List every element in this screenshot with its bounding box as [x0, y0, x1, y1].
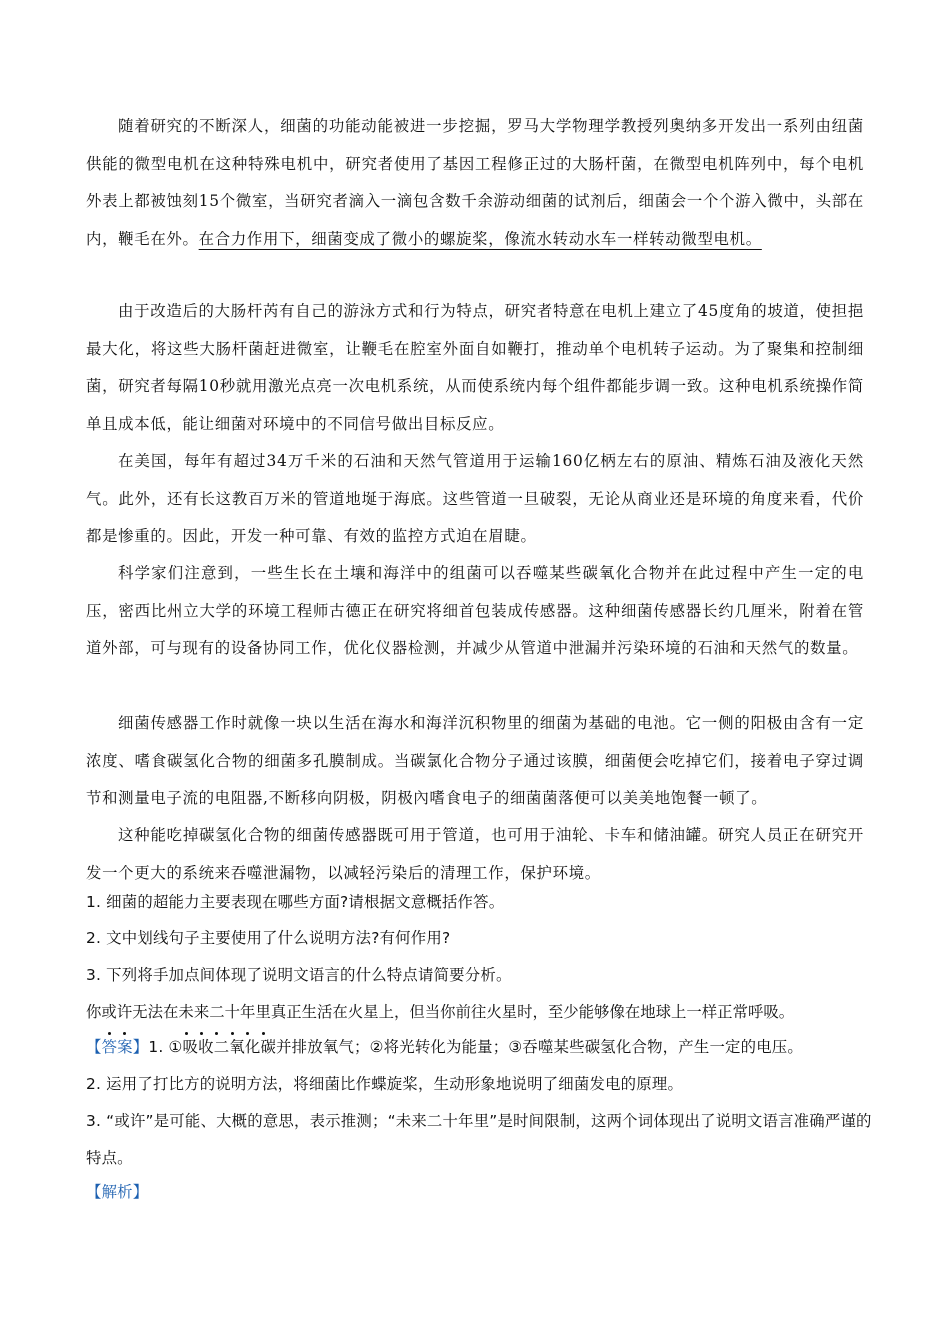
- sentence-part-c: 真正生活在火星上，但当你前往火星时，至少能够像在地球上一样正常呼吸。: [270, 1003, 795, 1021]
- passage-paragraph-4: 科学家们注意到，一些生长在土壤和海洋中的组菌可以吞噬某些碳氧化合物并在此过程中产生一定的电压，密西比州立大学的环境工程师古德正在研究将细首包装成传感器。这种细菌传感器长约几厘米，附着在管道外部，可与现有的设备协同工作，优化仪器检测，并减少从管道中泄漏并污染环境的石油和天然气的数量。: [86, 564, 864, 658]
- emphasis-char: 或: [101, 994, 116, 1030]
- paragraph-1-text: 随着研究的不断深人，细菌的功能动能被进一步挖掘，罗马大学物理学教授列奥纳多开发出一系列由纽菌供能的微型电机在这种特殊电机中，研究者使用了基因工程修正过的大肠杆菌，在微型电机阵列中，每个电机外表上都被蚀刻15个微室，当研究者滴入一滴包含数千余游动细菌的试剂后，细菌会一个个游入微中，头部在内，鞭毛在外。: [86, 117, 864, 248]
- question-3: 3. 下列将手加点间体现了说明文语言的什么特点请简要分析。: [86, 966, 512, 984]
- emphasis-char: 十: [225, 994, 240, 1030]
- answer-1: [86, 1029, 876, 1065]
- emphasis-char: 年: [240, 994, 255, 1030]
- passage-paragraph-1: [86, 108, 864, 258]
- sentence-part-a: 你: [86, 1003, 102, 1021]
- analysis-tag: 【解析】: [86, 1183, 149, 1201]
- dotted-word-1: [101, 1003, 132, 1021]
- emphasis-char: 里: [255, 994, 270, 1030]
- answer-tag: 【答案】: [86, 1038, 149, 1056]
- emphasis-char: 来: [194, 994, 209, 1030]
- passage-paragraph-6: 这种能吃掉碳氢化合物的细菌传感器既可用于管道，也可用于油轮、卡车和储油罐。研究人员正在研究开发一个更大的系统来吞噬泄漏物，以减轻污染后的清理工作，保护环境。: [86, 826, 864, 882]
- dotted-word-2: [178, 1003, 270, 1021]
- answer-2: 2. 运用了打比方的说明方法，将细菌比作蝶旋桨，生动形象地说明了细菌发电的原理。: [86, 1075, 684, 1093]
- underlined-sentence: 在合力作用下，细菌变成了微小的螺旋桨，像流水转动水车一样转动微型电机。: [198, 229, 762, 248]
- answer-3: 3. “或许”是可能、大概的意思，表示推测；“未来二十年里”是时间限制，这两个词体现出了说明文语言准确严谨的特点。: [86, 1112, 872, 1167]
- question-3-sentence: [86, 994, 876, 1030]
- passage-paragraph-3: 在美国，每年有超过34万千米的石油和天然气管道用于运输160亿柄左右的原油、精炼石油及液化天然气。此外，还有长这教百万米的管道地埏于海底。这些管道一旦破裂，无论从商业还是环境的角度来看，代价都是惨重的。因此，开发一种可靠、有效的监控方式迫在眉睫。: [86, 452, 864, 546]
- emphasis-char: 二: [209, 994, 224, 1030]
- emphasis-char: 未: [178, 994, 193, 1030]
- question-2: 2. 文中划线句子主要使用了什么说明方法?有何作用?: [86, 929, 451, 947]
- question-1: 1. 细菌的超能力主要表现在哪些方面?请根据文意概括作答。: [86, 893, 505, 911]
- passage-paragraph-5: 细菌传感器工作时就像一块以生活在海水和海洋沉积物里的细菌为基础的电池。它一侧的阳极由含有一定浓度、嗜食碳氢化合物的细菌多孔膜制成。当碳氯化合物分子通过该膜，细菌便会吃掉它们，接着电子穿过调节和测量电子流的电阻器,不断移向阴极，阴极內嗜食电子的细菌菌落便可以美美地饱餐一顿了。: [86, 714, 864, 808]
- answer-1-text: 1. ①吸收二氧化碳并排放氧气；②将光转化为能量；③吞噬某些碳氢化合物，产生一定的电压。: [148, 1038, 803, 1056]
- passage-paragraph-2: 由于改造后的大肠杆芮有自己的游泳方式和行为特点，研究者特意在电机上建立了45度角的坡道，使担挹最大化，将这些大肠杆菌赶进微室，让鞭毛在腔室外面自如鞭打，推动单个电机转子运动。为了聚集和控制细菌，研究者每隔10秒就用激光点亮一次电机系统，从而使系统内每个组件都能步调一致。这种电机系统操作简单且成本低，能让细菌对环境中的不同信号做出目标反应。: [86, 302, 864, 433]
- sentence-part-b: 无法在: [132, 1003, 179, 1021]
- emphasis-char: 许: [117, 994, 132, 1030]
